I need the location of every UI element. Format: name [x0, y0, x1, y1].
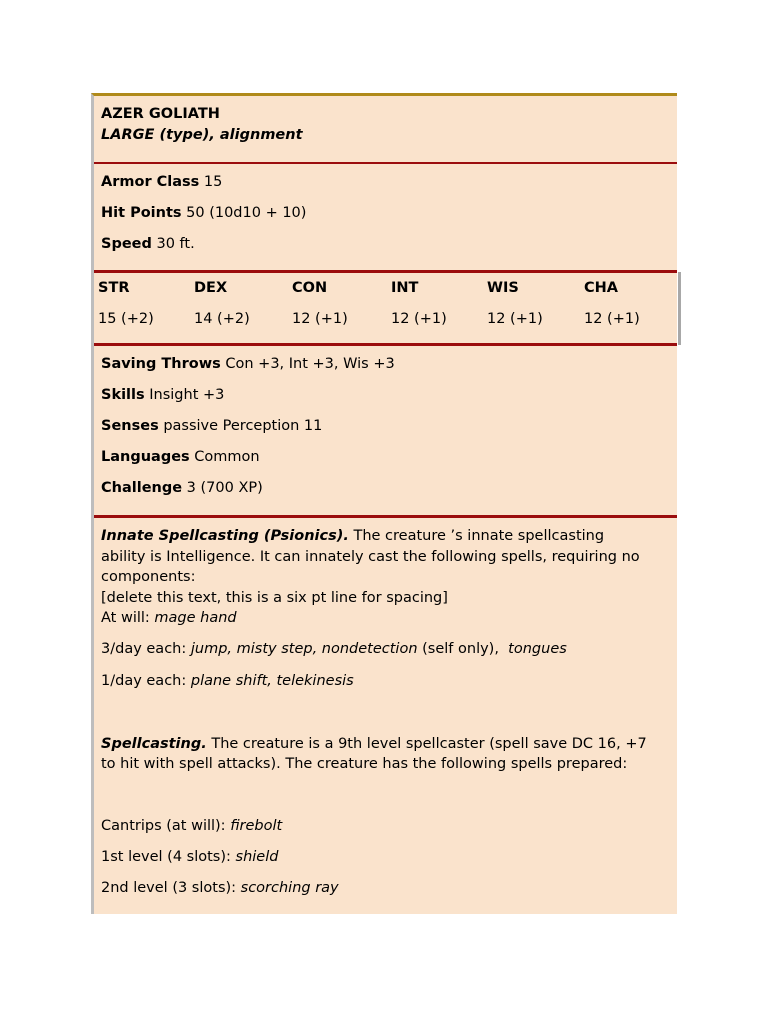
prop-skills: Skills Insight +3	[101, 387, 225, 403]
prop-languages: Languages Common	[101, 449, 260, 465]
section-divider	[94, 515, 677, 518]
ability-name-cha: CHA	[584, 280, 618, 296]
spell-level-cantrips: Cantrips (at will): firebolt	[101, 818, 283, 834]
ability-score-con: 12 (+1)	[292, 311, 348, 327]
stat-hit-points: Hit Points 50 (10d10 + 10)	[101, 205, 307, 221]
creature-type-line: LARGE (type), alignment	[101, 127, 303, 143]
innate-one-per-day: 1/day each: plane shift, telekinesis	[101, 673, 354, 689]
prop-senses: Senses passive Perception 11	[101, 418, 323, 434]
stat-block	[91, 93, 677, 914]
ability-score-str: 15 (+2)	[98, 311, 154, 327]
spell-level-1st: 1st level (4 slots): shield	[101, 849, 279, 865]
innate-at-will: At will: mage hand	[101, 610, 237, 626]
spellcasting-text: to hit with spell attacks). The creature has the following spells prepared:	[101, 756, 628, 772]
spacer-note: [delete this text, this is a six pt line for spacing]	[101, 590, 448, 606]
spell-level-2nd: 2nd level (3 slots): scorching ray	[101, 880, 339, 896]
ability-table-edge	[678, 272, 681, 345]
innate-spellcasting-text: ability is Intelligence. It can innately cast the following spells, requiring no	[101, 549, 640, 565]
stat-armor-class: Armor Class 15	[101, 174, 223, 190]
ability-score-int: 12 (+1)	[391, 311, 447, 327]
ability-name-dex: DEX	[194, 280, 228, 296]
ability-name-int: INT	[391, 280, 419, 296]
innate-spellcasting-text: components:	[101, 569, 196, 585]
prop-saving-throws: Saving Throws Con +3, Int +3, Wis +3	[101, 356, 395, 372]
section-divider	[94, 270, 677, 273]
creature-name: AZER GOLIATH	[101, 106, 220, 122]
spellcasting-title: Spellcasting. The creature is a 9th level spellcaster (spell save DC 16, +7	[101, 736, 647, 752]
section-divider	[94, 162, 677, 164]
ability-name-str: STR	[98, 280, 130, 296]
ability-name-con: CON	[292, 280, 328, 296]
prop-challenge: Challenge 3 (700 XP)	[101, 480, 263, 496]
ability-score-dex: 14 (+2)	[194, 311, 250, 327]
ability-score-cha: 12 (+1)	[584, 311, 640, 327]
ability-name-wis: WIS	[487, 280, 519, 296]
section-divider	[94, 343, 677, 346]
innate-spellcasting-title: Innate Spellcasting (Psionics). The creature ’s innate spellcasting	[101, 528, 605, 544]
stat-speed: Speed 30 ft.	[101, 236, 195, 252]
innate-three-per-day: 3/day each: jump, misty step, nondetection (self only), tongues	[101, 641, 567, 657]
ability-score-wis: 12 (+1)	[487, 311, 543, 327]
